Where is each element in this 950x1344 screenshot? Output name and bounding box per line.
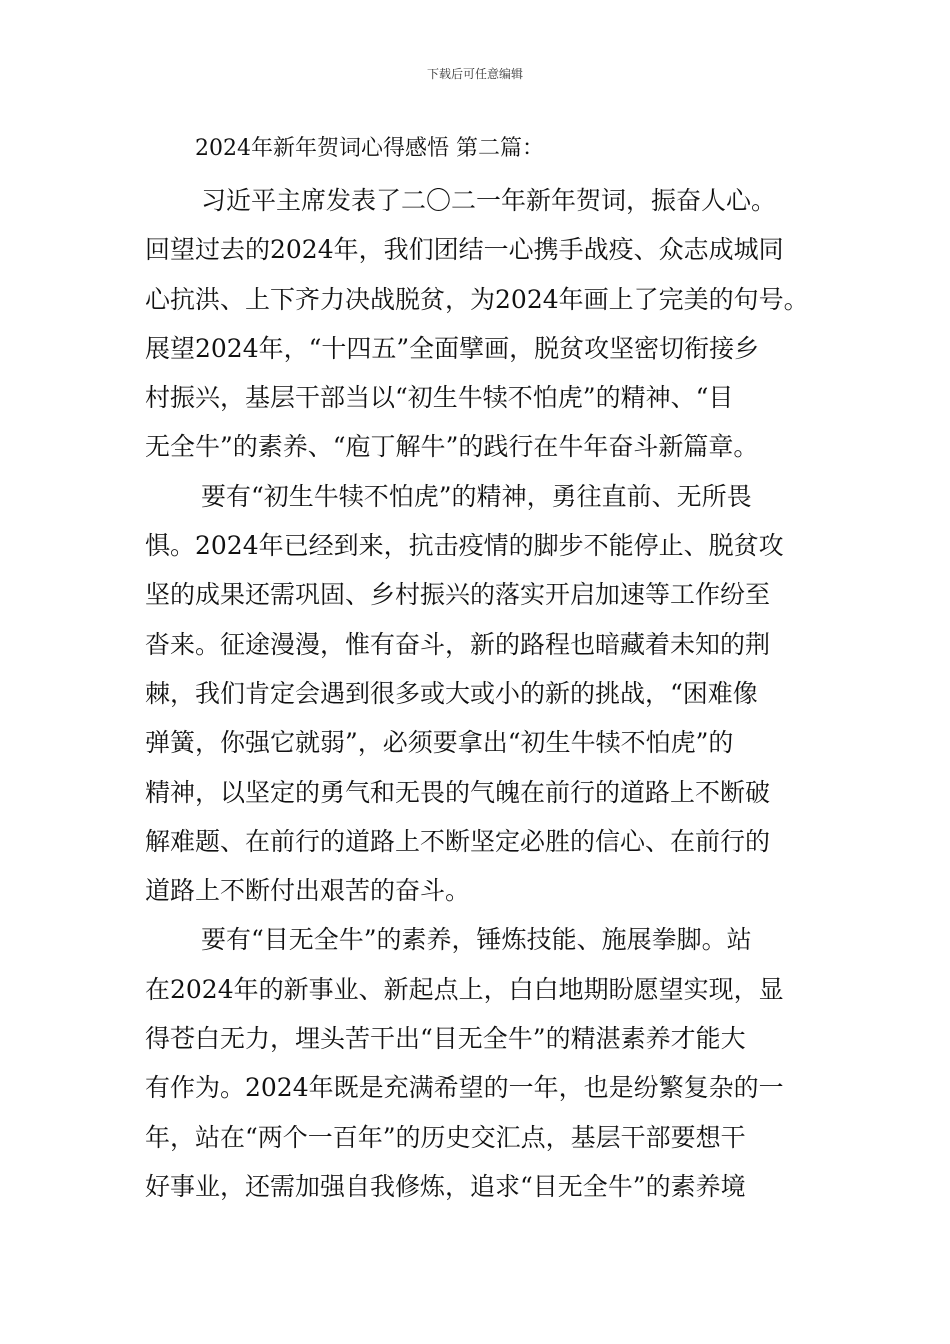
text-line: 沓来。征途漫漫，惟有奋斗，新的路程也暗藏着未知的荆 bbox=[145, 629, 771, 659]
text-line: 年，站在“两个一百年”的历史交汇点，基层干部要想干 bbox=[145, 1122, 746, 1152]
paragraph-3 bbox=[145, 917, 825, 1213]
text-line: 精神，以坚定的勇气和无畏的气魄在前行的道路上不断破 bbox=[145, 777, 771, 807]
text-line: 在2024年的新事业、新起点上，白白地期盼愿望实现，显 bbox=[145, 974, 784, 1004]
page-header: 下载后可任意编辑 bbox=[426, 67, 523, 81]
text-line: 村振兴，基层干部当以“初生牛犊不怕虎”的精神、“目 bbox=[145, 383, 734, 413]
document-body bbox=[145, 178, 825, 1213]
paragraph-2 bbox=[145, 474, 825, 918]
text-line: 习近平主席发表了二〇二一年新年贺词，振奋人心。 bbox=[201, 186, 777, 215]
document-title: 2024年新年贺词心得感悟 第二篇： bbox=[195, 136, 544, 161]
text-line: 道路上不断付出艰苦的奋斗。 bbox=[145, 876, 471, 906]
text-line: 好事业，还需加强自我修炼，追求“目无全牛”的素养境 bbox=[145, 1171, 746, 1201]
text-line: 惧。2024年已经到来，抗击疫情的脚步不能停止、脱贫攻 bbox=[145, 531, 784, 561]
text-line: 得苍白无力，埋头苦干出“目无全牛”的精湛素养才能大 bbox=[145, 1024, 746, 1054]
text-line: 坚的成果还需巩固、乡村振兴的落实开启加速等工作纷至 bbox=[145, 580, 771, 610]
text-line: 展望2024年，“十四五”全面擘画，脱贫攻坚密切衔接乡 bbox=[145, 333, 760, 363]
text-line: 无全牛”的素养、“庖丁解牛”的践行在牛年奋斗新篇章。 bbox=[145, 432, 759, 462]
text-line: 回望过去的2024年，我们团结一心携手战疫、众志成城同 bbox=[145, 235, 784, 265]
text-line: 棘，我们肯定会遇到很多或大或小的新的挑战，“困难像 bbox=[145, 678, 758, 708]
text-line: 解难题、在前行的道路上不断坚定必胜的信心、在前行的 bbox=[145, 826, 771, 856]
text-line: 心抗洪、上下齐力决战脱贫，为2024年画上了完美的句号。 bbox=[145, 284, 809, 314]
text-line: 弹簧，你强它就弱”，必须要拿出“初生牛犊不怕虎”的 bbox=[145, 728, 734, 758]
paragraph-1 bbox=[145, 178, 825, 474]
text-line: 有作为。2024年既是充满希望的一年，也是纷繁复杂的一 bbox=[145, 1073, 784, 1103]
text-line: 要有“初生牛犊不怕虎”的精神，勇往直前、无所畏 bbox=[201, 481, 752, 511]
text-line: 要有“目无全牛”的素养，锤炼技能、施展拳脚。站 bbox=[201, 925, 752, 955]
